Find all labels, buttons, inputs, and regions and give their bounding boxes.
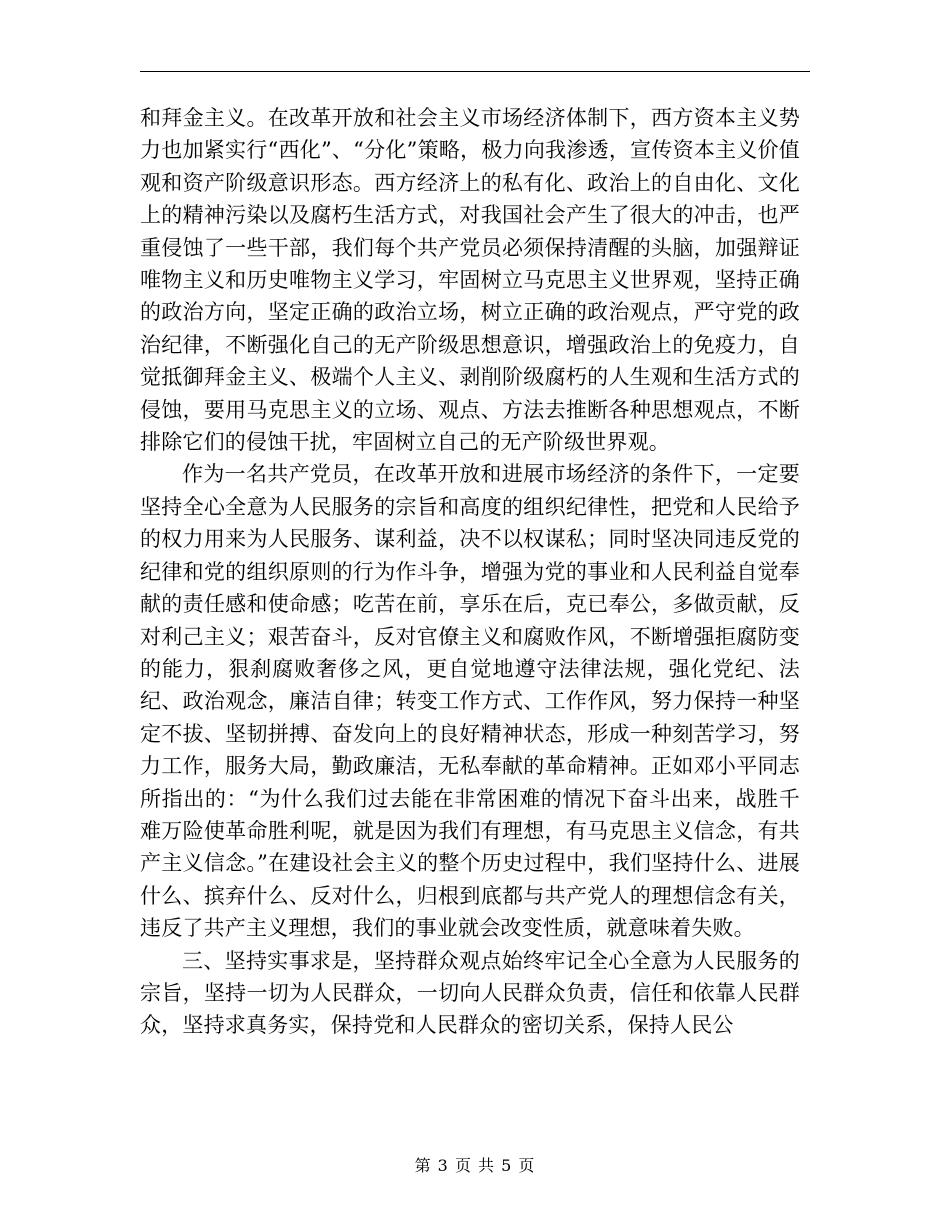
paragraph-2: 作为一名共产党员，在改革开放和进展市场经济的条件下，一定要坚持全心全意为人民服务的宗旨和高度的组织纪律性，把党和人民给予的权力用来为人民服务、谋利益，决不以权谋私；同时坚决同违反党的纪律和党的组织原则的行为作斗争，增强为党的事业和人民利益自觉奉献的责任感和使命感；吃苦在前，享乐在后，克已奉公，多做贡献，反对利己主义；艰苦奋斗，反对官僚主义和腐败作风，不断增强拒腐防变的能力，狠刹腐败奢侈之风，更自觉地遵守法律法规，强化党纪、法纪、政治观念，廉洁自律；转变工作方式、工作作风，努力保持一种坚定不拔、坚韧拼搏、奋发向上的良好精神状态，形成一种刻苦学习，努力工作，服务大局，勤政廉洁，无私奉献的革命精神。正如邓小平同志所指出的：“为什么我们过去能在非常困难的情况下奋斗出来，战胜千难万险使革命胜利呢，就是因为我们有理想，有马克思主义信念，有共产主义信念。”在建设社会主义的整个历史过程中，我们坚持什么、进展什么、摈弃什么、反对什么，归根到底都与共产党人的理想信念有关，违反了共产主义理想，我们的事业就会改变性质，就意味着失败。 — [140, 462, 800, 941]
paragraph-1: 和拜金主义。在改革开放和社会主义市场经济体制下，西方资本主义势力也加紧实行“西化”、“分化”策略，极力向我渗透，宣传资本主义价值观和资产阶级意识形态。西方经济上的私有化、政治上的自由化、文化上的精神污染以及腐朽生活方式，对我国社会产生了很大的冲击，也严重侵蚀了一些干部，我们每个共产党员必须保持清醒的头脑，加强辩证唯物主义和历史唯物主义学习，牢固树立马克思主义世界观，坚持正确的政治方向，坚定正确的政治立场，树立正确的政治观点，严守党的政治纪律，不断强化自己的无产阶级思想意识，增强政治上的免疫力，自觉抵御拜金主义、极端个人主义、剥削阶级腐朽的人生观和生活方式的侵蚀，要用马克思主义的立场、观点、方法去推断各种思想观点，不断排除它们的侵蚀干扰，牢固树立自己的无产阶级世界观。 — [140, 106, 800, 455]
document-body — [140, 102, 800, 1042]
paragraph-3: 三、坚持实事求是，坚持群众观点始终牢记全心全意为人民服务的宗旨，坚持一切为人民群众，一切向人民群众负责，信任和依靠人民群众，坚持求真务实，保持党和人民群众的密切关系，保持人民公 — [140, 948, 800, 1038]
header-rule — [140, 71, 810, 72]
page-number-footer: 第 3 页 共 5 页 — [414, 1156, 536, 1175]
